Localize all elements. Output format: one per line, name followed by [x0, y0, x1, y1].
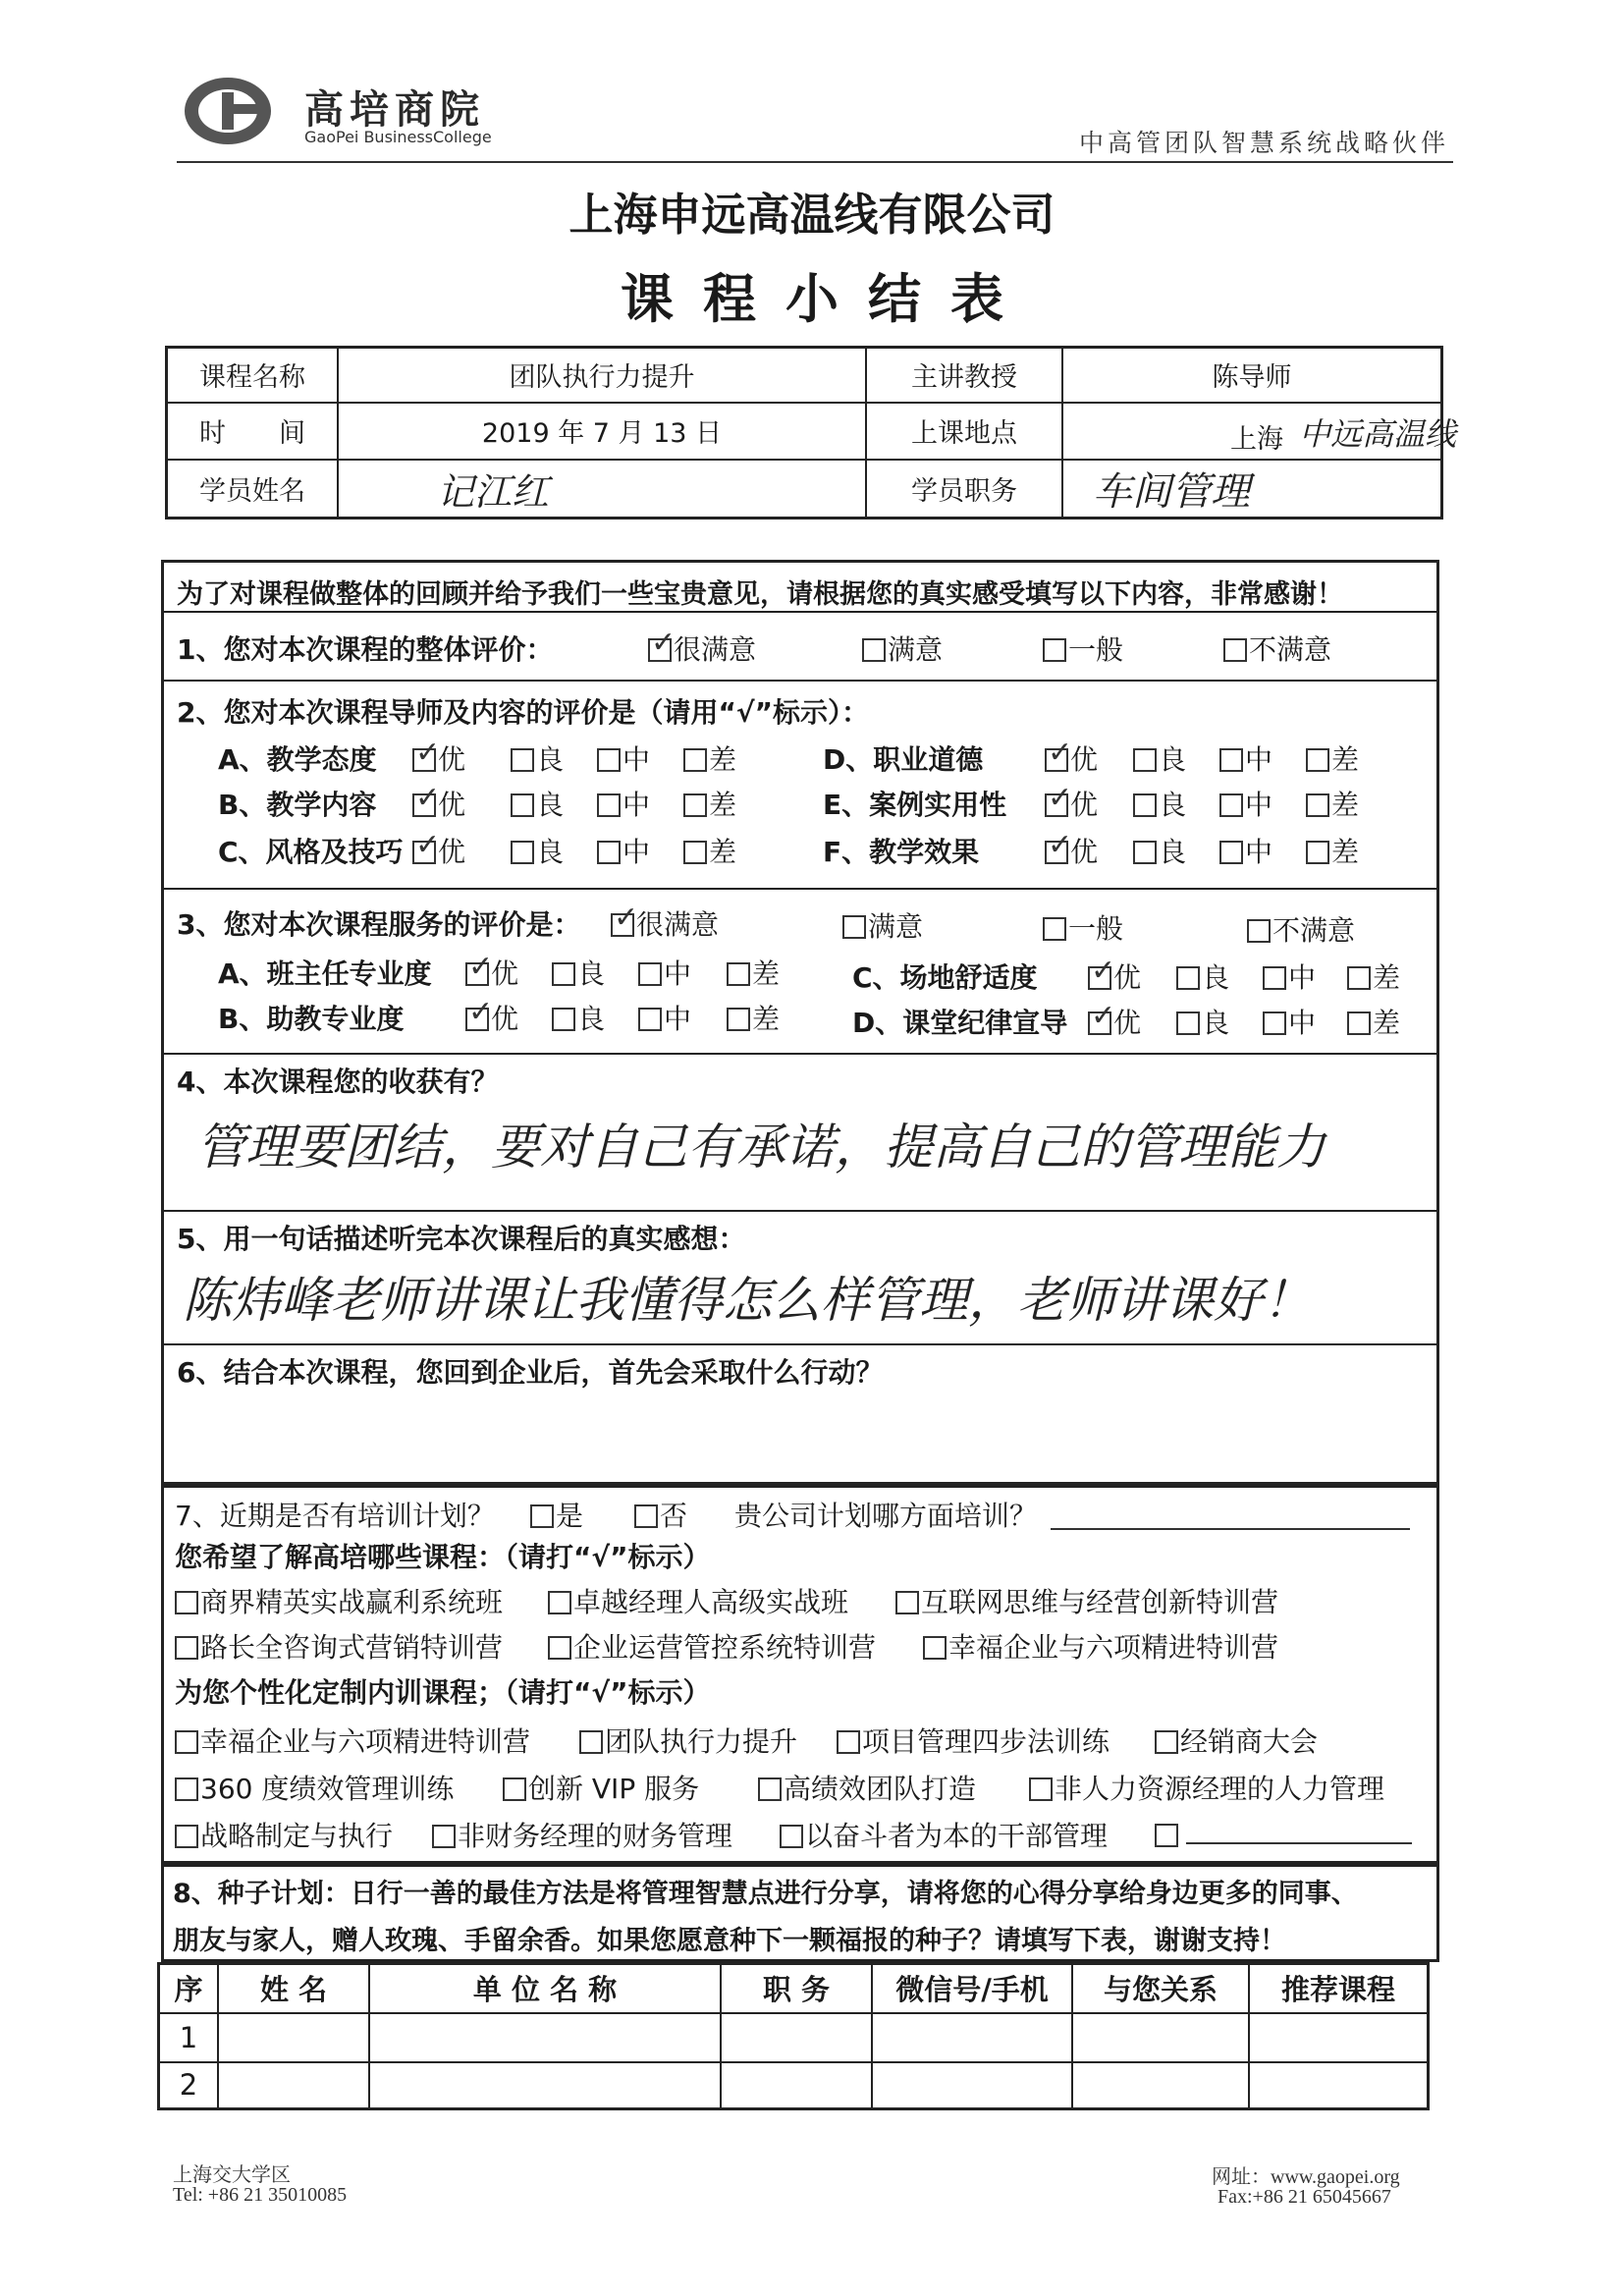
checkbox[interactable] — [1306, 748, 1329, 772]
q2-grade-option[interactable]: 良 — [1133, 738, 1186, 778]
q2-label: 2、您对本次课程导师及内容的评价是（请用“√”标示）： — [177, 696, 869, 729]
col-header: 与您关系 — [1072, 1964, 1249, 2013]
q3-grade-option[interactable]: 差 — [727, 953, 780, 992]
checkbox[interactable] — [1133, 841, 1157, 864]
q2-grade-option[interactable]: ✓ 优 — [1045, 784, 1098, 823]
q1-label: 1、您对本次课程的整体评价： — [177, 633, 554, 666]
q3-grade-option[interactable]: 中 — [638, 953, 691, 992]
q2-item-label: A、教学态度 — [218, 743, 377, 776]
q2-grade-option[interactable]: 良 — [511, 738, 564, 778]
checkbox-checked[interactable] — [465, 962, 489, 986]
divider — [161, 680, 1439, 682]
checkbox-checked[interactable] — [412, 793, 436, 817]
q6-label: 6、结合本次课程，您回到企业后，首先会采取什么行动？ — [177, 1356, 884, 1389]
checkbox[interactable] — [638, 962, 662, 986]
q2-grade-option[interactable]: ✓ 优 — [412, 738, 465, 778]
checkbox[interactable] — [511, 748, 534, 772]
checkbox-checked[interactable] — [412, 748, 436, 772]
header-divider — [177, 161, 1453, 163]
q3-option[interactable]: 一般 — [1043, 907, 1123, 947]
time-value: 2019 年 7 月 13 日 — [338, 403, 866, 460]
cell[interactable] — [872, 2062, 1072, 2109]
checkbox[interactable] — [1133, 793, 1157, 817]
checkbox[interactable] — [683, 841, 707, 864]
checkbox[interactable] — [1306, 793, 1329, 817]
checkbox[interactable] — [530, 1504, 554, 1528]
q4-handwritten-answer: 管理要团结，要对自己有承诺，提高自己的管理能力 — [196, 1119, 1326, 1175]
company-name: 上海申远高温线有限公司 — [568, 189, 1056, 241]
q2-grade-option[interactable]: 差 — [1306, 784, 1359, 823]
seed-plan-table — [157, 1962, 1430, 2110]
q2-grade-option[interactable]: 差 — [1306, 738, 1359, 778]
col-header: 单 位 名 称 — [369, 1964, 721, 2013]
q2-grade-option[interactable]: 良 — [1133, 784, 1186, 823]
student-position-cell — [1062, 460, 1442, 519]
checkbox[interactable] — [1306, 841, 1329, 864]
divider — [161, 1210, 1439, 1212]
checkbox[interactable] — [842, 915, 866, 939]
q3-grade-option[interactable]: 差 — [727, 998, 780, 1037]
lecturer-value: 陈导师 — [1062, 348, 1442, 403]
course-option[interactable]: 商界精英实战赢利系统班 — [175, 1581, 503, 1620]
q3-grade-option[interactable]: ✓ 优 — [1088, 1002, 1141, 1041]
checkbox-checked[interactable] — [1045, 841, 1068, 864]
q2-grade-option[interactable]: 差 — [683, 831, 736, 870]
checkbox[interactable] — [923, 1636, 947, 1660]
q3-grade-option[interactable]: 良 — [1176, 957, 1229, 996]
cell[interactable] — [721, 2013, 872, 2062]
student-name-handwritten: 记江红 — [437, 469, 550, 514]
location-handwritten: 中远高温线 — [1299, 414, 1457, 453]
checkbox[interactable] — [1176, 966, 1200, 990]
student-position-label: 学员职务 — [866, 460, 1062, 519]
checkbox-checked[interactable] — [1045, 793, 1068, 817]
course-option[interactable]: 团队执行力提升 — [579, 1721, 797, 1760]
course-name-value: 团队执行力提升 — [338, 348, 866, 403]
q3-grade-option[interactable]: ✓ 优 — [465, 998, 518, 1037]
checkbox[interactable] — [1263, 966, 1286, 990]
cell[interactable] — [1072, 2013, 1249, 2062]
q2-grade-option[interactable]: 中 — [597, 738, 650, 778]
document-title: 课程小结表 — [621, 268, 1033, 330]
q3-grade-option[interactable]: ✓ 优 — [1088, 957, 1141, 996]
q7-plan-label: 贵公司计划哪方面培训？ — [734, 1500, 1038, 1532]
col-header: 微信号/手机 — [872, 1964, 1072, 2013]
lecturer-label: 主讲教授 — [866, 348, 1062, 403]
q7-courses-label: 您希望了解高培哪些课程：（请打“√”标示） — [175, 1541, 711, 1573]
checkbox[interactable] — [1029, 1777, 1053, 1801]
divider — [161, 1053, 1439, 1055]
q2-grade-option[interactable]: ✓ 优 — [412, 831, 465, 870]
q3-item-label: B、助教专业度 — [218, 1003, 405, 1035]
checkbox[interactable] — [895, 1591, 919, 1614]
checkbox[interactable] — [1043, 917, 1066, 941]
divider — [161, 1343, 1439, 1345]
course-option[interactable]: 项目管理四步法训练 — [837, 1721, 1110, 1760]
checkbox[interactable] — [175, 1730, 198, 1754]
q3-option[interactable]: 满意 — [842, 905, 923, 945]
divider — [161, 888, 1439, 890]
checkbox[interactable] — [862, 638, 886, 662]
cell[interactable] — [721, 2062, 872, 2109]
course-info-table — [165, 346, 1457, 519]
checkbox[interactable] — [837, 1730, 860, 1754]
checkbox[interactable] — [638, 1008, 662, 1031]
checkbox[interactable] — [683, 748, 707, 772]
q3-grade-option[interactable]: 差 — [1347, 1002, 1400, 1041]
checkbox[interactable] — [1347, 966, 1371, 990]
q7-plan-field[interactable] — [1051, 1493, 1410, 1530]
checkbox[interactable] — [1347, 1011, 1371, 1035]
course-option[interactable]: 路长全咨询式营销特训营 — [175, 1626, 503, 1666]
course-option[interactable]: 战略制定与执行 — [175, 1815, 393, 1854]
checkbox[interactable] — [548, 1591, 571, 1614]
checkbox[interactable] — [175, 1777, 198, 1801]
col-header: 姓 名 — [218, 1964, 369, 2013]
cell[interactable] — [218, 2062, 369, 2109]
q2-grade-option[interactable]: 差 — [1306, 831, 1359, 870]
q3-grade-option[interactable]: 中 — [1263, 1002, 1316, 1041]
logo-english-name: GaoPei BusinessCollege — [304, 128, 492, 146]
q7-custom-label: 为您个性化定制内训课程；（请打“√”标示） — [175, 1676, 711, 1709]
col-header: 职 务 — [721, 1964, 872, 2013]
row-number: 2 — [159, 2062, 219, 2109]
q2-grade-option[interactable]: 中 — [597, 784, 650, 823]
col-header: 序 — [159, 1964, 219, 2013]
checkbox[interactable] — [1133, 748, 1157, 772]
checkbox[interactable] — [511, 793, 534, 817]
checkbox[interactable] — [634, 1504, 658, 1528]
checkbox-checked[interactable] — [648, 638, 672, 662]
cell[interactable] — [1249, 2062, 1429, 2109]
q1-option[interactable]: ✓ 很满意 — [648, 629, 756, 668]
course-name-label: 课程名称 — [167, 348, 339, 403]
checkbox[interactable] — [1219, 748, 1243, 772]
checkbox[interactable] — [1247, 919, 1271, 943]
checkbox[interactable] — [175, 1591, 198, 1614]
q2-grade-option[interactable]: 良 — [511, 784, 564, 823]
q2-grade-option[interactable]: ✓ 优 — [1045, 831, 1098, 870]
checkbox-checked[interactable] — [1088, 966, 1111, 990]
q3-item-label: D、课堂纪律宣导 — [852, 1007, 1068, 1039]
location-cell — [1062, 403, 1457, 460]
q3-grade-option[interactable]: 良 — [1176, 1002, 1229, 1041]
cell[interactable] — [369, 2062, 721, 2109]
location-printed: 上海 — [1230, 423, 1283, 455]
q1-option[interactable]: 满意 — [862, 629, 943, 668]
course-option[interactable]: 非人力资源经理的人力管理 — [1029, 1768, 1384, 1807]
course-option-other[interactable] — [1155, 1815, 1412, 1851]
checkbox[interactable] — [597, 841, 621, 864]
q3-grade-option[interactable]: 良 — [552, 998, 605, 1037]
q7-label: 7、近期是否有培训计划？ — [175, 1500, 495, 1532]
course-option[interactable]: 卓越经理人高级实战班 — [548, 1581, 848, 1620]
checkbox[interactable] — [1155, 1730, 1178, 1754]
time-label: 时 间 — [167, 403, 339, 460]
q4-label: 4、本次课程您的收获有？ — [177, 1066, 499, 1098]
course-option[interactable]: 360 度绩效管理训练 — [175, 1768, 454, 1807]
course-option[interactable]: 非财务经理的财务管理 — [432, 1815, 732, 1854]
q2-grade-option[interactable]: 差 — [683, 738, 736, 778]
checkbox[interactable] — [1176, 1011, 1200, 1035]
checkbox[interactable] — [780, 1825, 803, 1848]
checkbox[interactable] — [1223, 638, 1247, 662]
checkbox-checked[interactable] — [1045, 748, 1068, 772]
checkbox[interactable] — [503, 1777, 526, 1801]
checkbox[interactable] — [579, 1730, 603, 1754]
q2-grade-option[interactable]: 差 — [683, 784, 736, 823]
checkbox[interactable] — [597, 748, 621, 772]
q3-grade-option[interactable]: 差 — [1347, 957, 1400, 996]
footer-address: 上海交大学区 — [173, 2164, 291, 2186]
q2-item-label: B、教学内容 — [218, 789, 377, 821]
q2-grade-option[interactable]: 中 — [1219, 784, 1272, 823]
checkbox[interactable] — [727, 1008, 750, 1031]
q5-handwritten-answer: 陈炜峰老师讲课让我懂得怎么样管理，老师讲课好！ — [183, 1272, 1312, 1329]
q3-item-label: C、场地舒适度 — [852, 961, 1038, 994]
q2-item-label: D、职业道德 — [823, 743, 984, 776]
checkbox[interactable] — [1219, 793, 1243, 817]
q2-item-label: F、教学效果 — [823, 836, 980, 868]
other-course-field[interactable] — [1186, 1815, 1412, 1844]
q2-grade-option[interactable]: 良 — [1133, 831, 1186, 870]
q3-label: 3、您对本次课程服务的评价是： — [177, 908, 581, 941]
logo-chinese-name: 高培商院 — [304, 86, 485, 133]
q2-grade-option[interactable]: ✓ 优 — [412, 784, 465, 823]
table-row — [159, 2062, 1429, 2109]
course-option[interactable]: 幸福企业与六项精进特训营 — [923, 1626, 1278, 1666]
q2-grade-option[interactable]: 中 — [597, 831, 650, 870]
header-slogan: 中高管团队智慧系统战略伙伴 — [1078, 129, 1449, 157]
q1-option[interactable]: 不满意 — [1223, 629, 1331, 668]
course-option[interactable]: 创新 VIP 服务 — [503, 1768, 699, 1807]
divider — [161, 611, 1439, 613]
checkbox[interactable] — [683, 793, 707, 817]
course-option[interactable]: 以奋斗者为本的干部管理 — [780, 1815, 1108, 1854]
table-row — [159, 2013, 1429, 2062]
checkbox-checked[interactable] — [611, 913, 634, 937]
footer-website[interactable]: 网址：www.gaopei.org — [1212, 2166, 1400, 2188]
q5-label: 5、用一句话描述听完本次课程后的真实感想： — [177, 1223, 746, 1255]
student-position-handwritten: 车间管理 — [1093, 468, 1250, 515]
q7-no[interactable]: 否 — [634, 1495, 687, 1534]
cell[interactable] — [1249, 2013, 1429, 2062]
checkbox[interactable] — [1043, 638, 1066, 662]
checkbox[interactable] — [727, 962, 750, 986]
q3-grade-option[interactable]: ✓ 优 — [465, 953, 518, 992]
checkbox[interactable] — [758, 1777, 782, 1801]
course-option[interactable]: 经销商大会 — [1155, 1721, 1318, 1760]
student-name-label: 学员姓名 — [167, 460, 339, 519]
table-header-row — [159, 1964, 1429, 2013]
q3-grade-option[interactable]: 中 — [638, 998, 691, 1037]
checkbox[interactable] — [432, 1825, 456, 1848]
q1-option[interactable]: 一般 — [1043, 629, 1123, 668]
row-number: 1 — [159, 2013, 219, 2062]
survey-intro: 为了对课程做整体的回顾并给予我们一些宝贵意见，请根据您的真实感受填写以下内容，非常感谢！ — [177, 579, 1343, 610]
checkbox[interactable] — [511, 841, 534, 864]
q3-item-label: A、班主任专业度 — [218, 957, 432, 990]
checkbox-checked[interactable] — [412, 841, 436, 864]
checkbox[interactable] — [1155, 1824, 1178, 1847]
checkbox[interactable] — [597, 793, 621, 817]
course-option[interactable]: 高绩效团队打造 — [758, 1768, 976, 1807]
course-option[interactable]: 幸福企业与六项精进特训营 — [175, 1721, 530, 1760]
q2-item-label: E、案例实用性 — [823, 789, 1007, 821]
student-name-cell — [338, 460, 866, 519]
checkbox-checked[interactable] — [465, 1008, 489, 1031]
cell[interactable] — [218, 2013, 369, 2062]
q8-text-line2: 朋友与家人，赠人玫瑰、手留余香。如果您愿意种下一颗福报的种子？请填写下表，谢谢支持！ — [173, 1926, 1286, 1956]
q2-grade-option[interactable]: 中 — [1219, 738, 1272, 778]
checkbox[interactable] — [1263, 1011, 1286, 1035]
checkbox[interactable] — [548, 1636, 571, 1660]
course-option[interactable]: 互联网思维与经营创新特训营 — [895, 1581, 1278, 1620]
q3-grade-option[interactable]: 中 — [1263, 957, 1316, 996]
checkbox[interactable] — [175, 1825, 198, 1848]
col-header: 推荐课程 — [1249, 1964, 1429, 2013]
checkbox[interactable] — [1219, 841, 1243, 864]
checkbox[interactable] — [552, 1008, 575, 1031]
checkbox-checked[interactable] — [1088, 1011, 1111, 1035]
q2-item-label: C、风格及技巧 — [218, 836, 404, 868]
course-option[interactable]: 企业运营管控系统特训营 — [548, 1626, 876, 1666]
q7-yes[interactable]: 是 — [530, 1495, 583, 1534]
footer-tel: Tel: +86 21 35010085 — [173, 2184, 348, 2206]
cell[interactable] — [872, 2013, 1072, 2062]
q3-grade-option[interactable]: 良 — [552, 953, 605, 992]
q2-grade-option[interactable]: ✓ 优 — [1045, 738, 1098, 778]
checkbox[interactable] — [552, 962, 575, 986]
q2-grade-option[interactable]: 中 — [1219, 831, 1272, 870]
checkbox[interactable] — [175, 1636, 198, 1660]
cell[interactable] — [369, 2013, 721, 2062]
q8-text-line1: 8、种子计划：日行一善的最佳方法是将管理智慧点进行分享，请将您的心得分享给身边更多的同事、 — [173, 1879, 1358, 1909]
footer-fax: Fax:+86 21 65045667 — [1218, 2186, 1391, 2208]
cell[interactable] — [1072, 2062, 1249, 2109]
q2-grade-option[interactable]: 良 — [511, 831, 564, 870]
q3-option[interactable]: ✓ 很满意 — [611, 903, 719, 943]
q3-option[interactable]: 不满意 — [1247, 909, 1355, 949]
location-label: 上课地点 — [866, 403, 1062, 460]
gaopei-logo-mark — [183, 75, 273, 147]
